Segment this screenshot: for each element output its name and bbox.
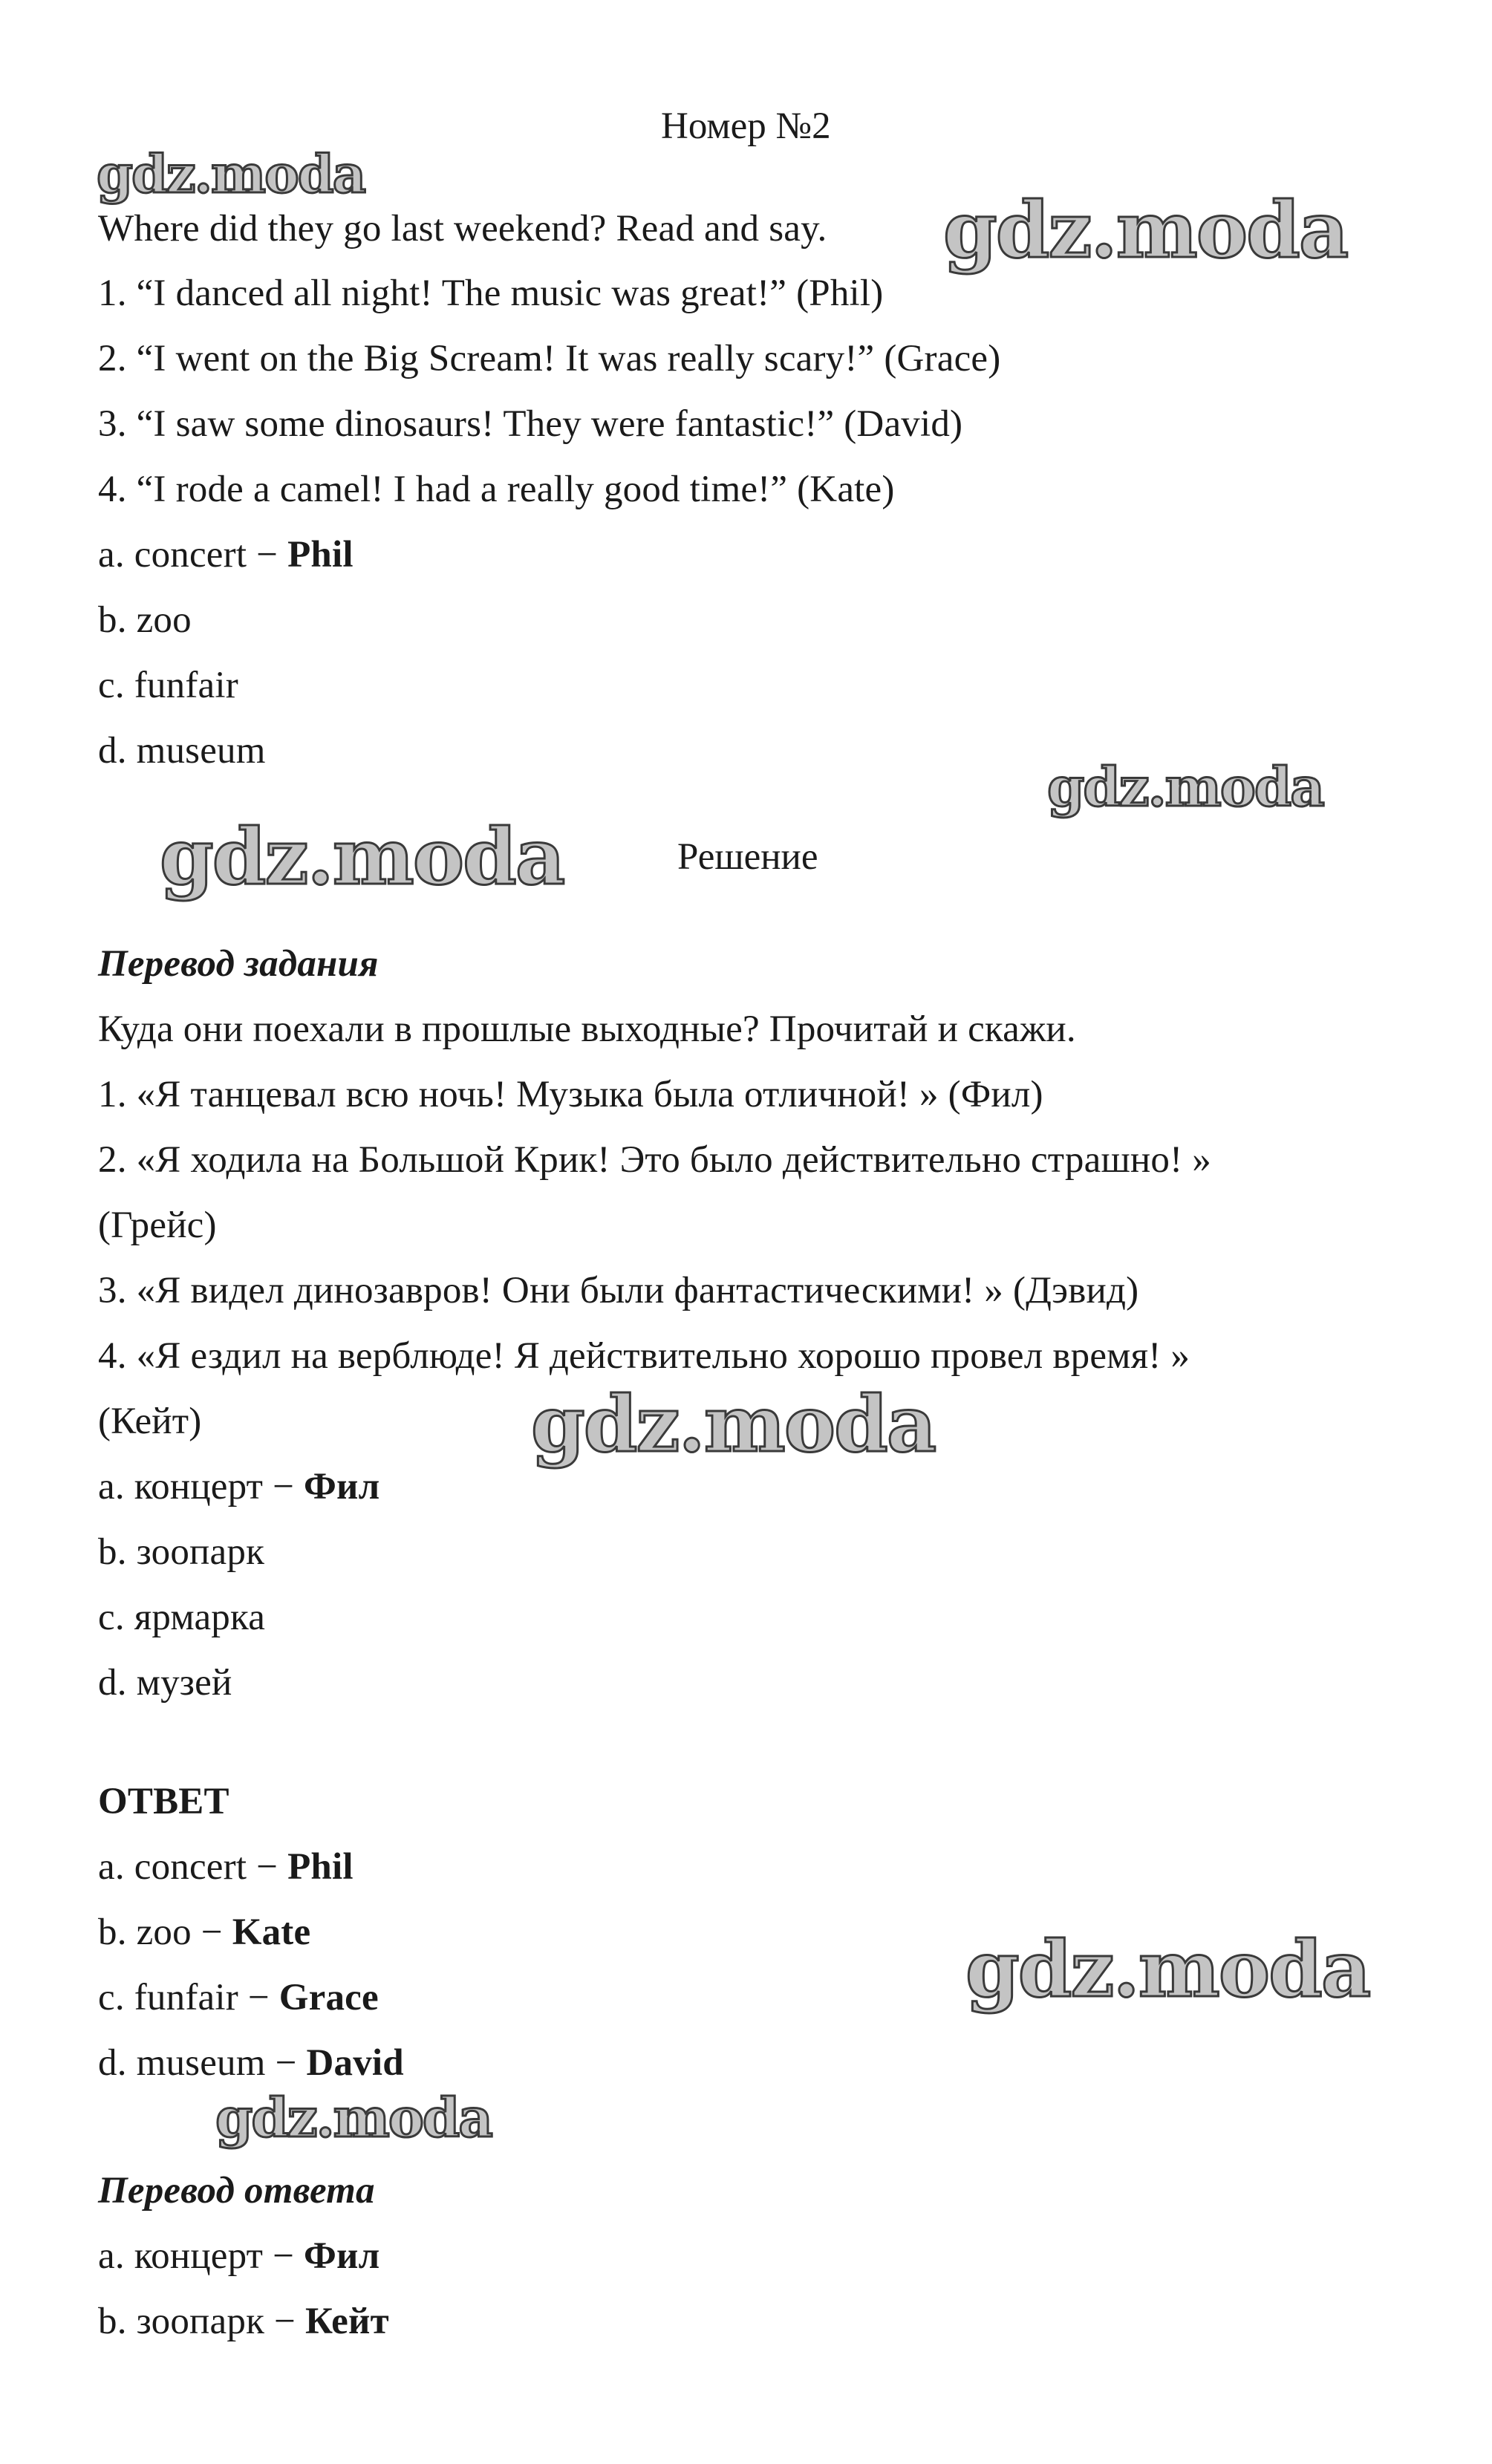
translation-place-a: a. концерт − Фил [98, 1466, 380, 1508]
watermark-logo: gdz.moda [1047, 755, 1323, 818]
translation-line-2: 2. «Я ходила на Большой Крик! Это было действительно страшно! » [98, 1139, 1211, 1181]
task-place-b: b. zoo [98, 599, 192, 641]
translation-line-3: 3. «Я видел динозавров! Они были фантастическими! » (Дэвид) [98, 1270, 1139, 1311]
translation-place-b: b. зоопарк [98, 1531, 265, 1573]
watermark-logo: gdz.moda [160, 811, 564, 902]
watermark-logo: gdz.moda [943, 184, 1348, 276]
page-title: Номер №2 [661, 105, 831, 147]
answer-heading: ОТВЕТ [98, 1781, 229, 1822]
task-sentence-1: 1. “I danced all night! The music was great!” (Phil) [98, 273, 884, 314]
watermark-logo: gdz.moda [215, 2086, 492, 2149]
task-place-a: a. concert − Phil [98, 534, 354, 576]
watermark-logo: gdz.moda [531, 1378, 936, 1470]
solution-label: Решение [677, 836, 818, 878]
answer-translation-heading: Перевод ответа [98, 2170, 375, 2212]
translation-heading: Перевод задания [98, 943, 379, 985]
task-prompt: Where did they go last weekend? Read and say. [98, 208, 827, 250]
task-sentence-2: 2. “I went on the Big Scream! It was really scary!” (Grace) [98, 338, 1001, 379]
watermark-logo: gdz.moda [965, 1923, 1370, 2015]
task-sentence-4: 4. “I rode a camel! I had a really good time!” (Kate) [98, 469, 895, 510]
translation-line-1: 1. «Я танцевал всю ночь! Музыка была отличной! » (Фил) [98, 1074, 1043, 1115]
answer-item-a: a. concert − Phil [98, 1846, 354, 1888]
translation-line-2-cont: (Грейс) [98, 1205, 217, 1246]
task-place-c: c. funfair [98, 665, 238, 706]
translation-place-d: d. музей [98, 1662, 232, 1704]
answer-translation-item-a: a. концерт − Фил [98, 2235, 380, 2277]
translation-line-4: 4. «Я ездил на верблюде! Я действительно хорошо провел время! » [98, 1335, 1190, 1377]
answer-item-c: c. funfair − Grace [98, 1977, 379, 2018]
watermark-logo: gdz.moda [97, 143, 365, 205]
answer-translation-item-b: b. зоопарк − Кейт [98, 2301, 389, 2342]
answer-item-d: d. museum − David [98, 2042, 404, 2084]
task-sentence-3: 3. “I saw some dinosaurs! They were fantastic!” (David) [98, 403, 963, 445]
translation-line-4-cont: (Кейт) [98, 1401, 202, 1442]
task-place-d: d. museum [98, 730, 266, 772]
answer-item-b: b. zoo − Kate [98, 1911, 311, 1953]
translation-prompt: Куда они поехали в прошлые выходные? Прочитай и скажи. [98, 1008, 1076, 1050]
translation-place-c: c. ярмарка [98, 1597, 266, 1638]
